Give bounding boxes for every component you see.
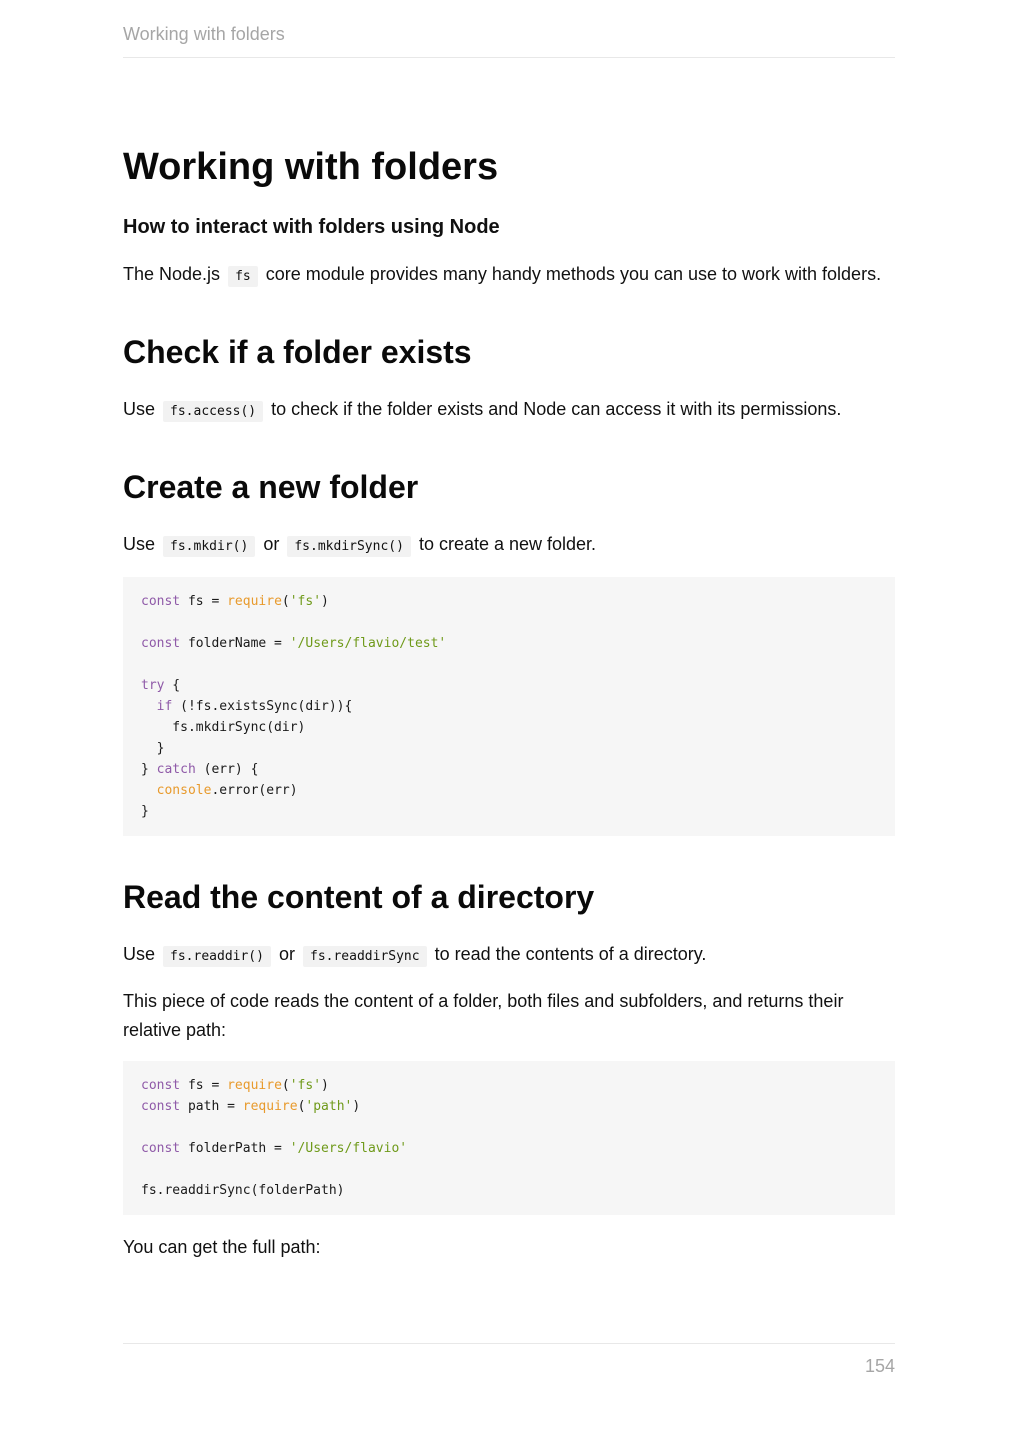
inline-code-fs-mkdirsync: fs.mkdirSync(): [287, 536, 411, 557]
page-number: 154: [864, 1356, 895, 1376]
create-folder-paragraph: Use fs.mkdir() or fs.mkdirSync() to create a new folder.: [123, 530, 895, 561]
read-directory-description: This piece of code reads the content of a folder, both files and subfolders, and returns their relative path:: [123, 991, 844, 1040]
running-header: Working with folders: [123, 24, 895, 58]
inline-code-fs-access: fs.access(): [163, 401, 263, 422]
section-heading-create-folder: Create a new folder: [123, 469, 419, 505]
section-heading-check-folder: Check if a folder exists: [123, 334, 472, 370]
inline-code-fs-readdir: fs.readdir(): [163, 946, 271, 967]
page-subtitle: How to interact with folders using Node: [123, 216, 500, 238]
page: [123, 0, 895, 1440]
code-block-create-folder: const fs = require('fs') const folderName = '/Users/flavio/test' try { if (!fs.existsSync(dir)){ fs.mkdirSync(dir) } } catch (err) { console.error(err) }: [123, 577, 895, 836]
inline-code-fs-mkdir: fs.mkdir(): [163, 536, 255, 557]
page-title: Working with folders: [123, 146, 499, 188]
check-folder-paragraph: Use fs.access() to check if the folder exists and Node can access it with its permissions.: [123, 395, 895, 426]
code-block-read-directory: const fs = require('fs') const path = require('path') const folderPath = '/Users/flavio' fs.readdirSync(folderPath): [123, 1061, 895, 1215]
inline-code-fs: fs: [228, 266, 258, 287]
read-directory-paragraph: Use fs.readdir() or fs.readdirSync to read the contents of a directory.: [123, 940, 895, 971]
full-path-paragraph: You can get the full path:: [123, 1237, 321, 1257]
footer-divider: [123, 1343, 895, 1344]
article-content: [123, 143, 895, 1278]
section-heading-read-directory: Read the content of a directory: [123, 879, 595, 915]
intro-paragraph: The Node.js fs core module provides many handy methods you can use to work with folders.: [123, 260, 895, 291]
inline-code-fs-readdirsync: fs.readdirSync: [303, 946, 427, 967]
